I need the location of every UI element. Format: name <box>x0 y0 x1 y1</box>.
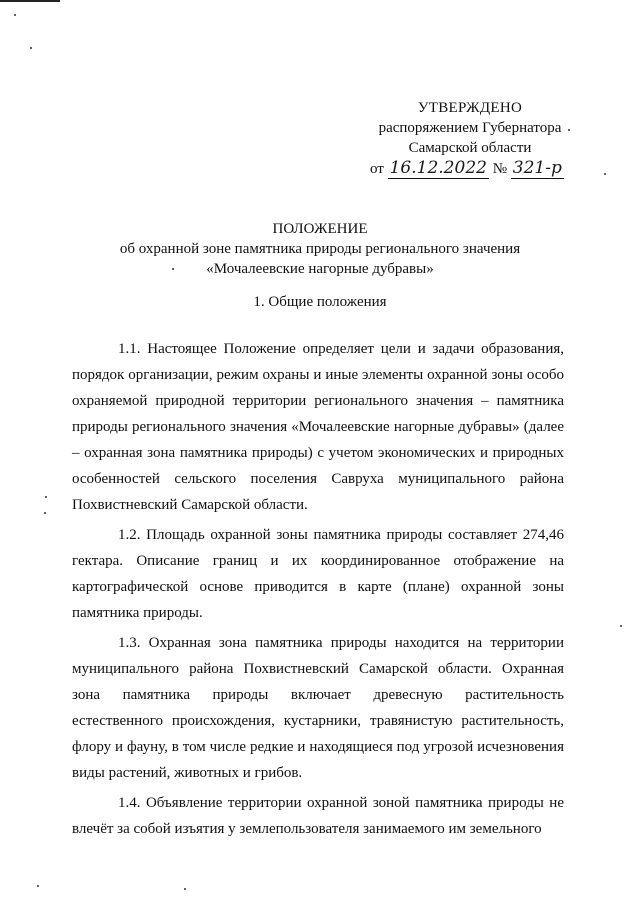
handwritten-number: 321-р <box>512 158 562 178</box>
document-title: ПОЛОЖЕНИЕ <box>272 221 368 237</box>
document-subtitle-1: об охранной зоне памятника природы регионального значения <box>119 241 521 257</box>
scan-speck <box>45 496 47 498</box>
scan-speck <box>604 173 606 175</box>
section-heading: 1. Общие положения <box>253 294 387 310</box>
scan-speck <box>184 888 186 890</box>
scan-speck <box>44 512 46 514</box>
document-title-block <box>80 219 560 279</box>
scan-edge-mark <box>0 0 60 2</box>
date-prefix: от <box>370 161 384 177</box>
number-prefix: № <box>492 161 508 177</box>
approval-title: УТВЕРЖДЕНО <box>417 100 523 116</box>
paragraph-1-2: 1.2. Площадь охранной зоны памятника природы составляет 274,46 гектара. Описание границ и их координированное отображение на картографической основе приводится в карте (плане) охранной зоны памятника природы. <box>72 527 564 621</box>
scan-speck <box>30 47 32 49</box>
paragraph-1-1: 1.1. Настоящее Положение определяет цели и задачи образования, порядок организации, режим охраны и иные элементы охранной зоны особо охраняемой природной территории регионального значения – памятника природы регионального значения «Мочалеевские нагорные дубравы» (далее – охранная зона памятника природы) с учетом экономических и природных особенностей сельского поселения Савруха муниципального района Похвистневский Самарской области. <box>72 341 564 513</box>
approval-date-line <box>360 158 580 179</box>
scan-speck <box>14 14 16 16</box>
handwritten-date: 16.12.2022 <box>389 158 487 178</box>
document-subtitle-2: «Мочалеевские нагорные дубравы» <box>206 261 434 277</box>
approval-line-2: Самарской области <box>408 140 532 156</box>
body-text <box>72 336 564 842</box>
scan-speck <box>620 625 622 627</box>
scan-speck <box>37 885 39 887</box>
approval-block <box>360 98 580 179</box>
approval-line-1: распоряжением Губернатора <box>378 120 562 136</box>
paragraph-1-4: 1.4. Объявление территории охранной зоной памятника природы не влечёт за собой изъятия у землепользователя занимаемого им земельного <box>72 795 564 837</box>
paragraph-1-3: 1.3. Охранная зона памятника природы находится на территории муниципального района Похвистневский Самарской области. Охранная зона памятника природы включает древесную растительность естественного происхождения, кустарники, травянистую растительность, флору и фауну, в том числе редкие и находящиеся под угрозой исчезновения виды растений, животных и грибов. <box>72 635 564 781</box>
